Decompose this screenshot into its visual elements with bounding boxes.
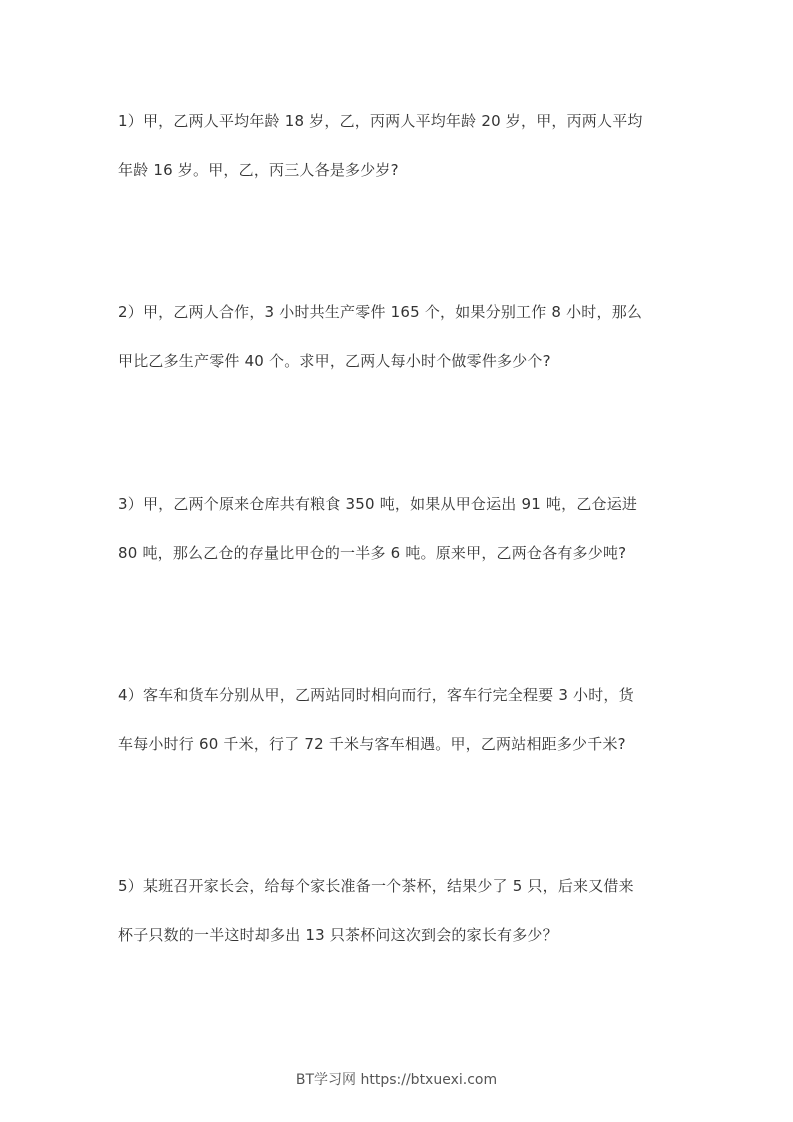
problem-text-line: 3）甲，乙两个原来仓库共有粮食 350 吨，如果从甲仓运出 91 吨，乙仓运进 — [118, 495, 638, 513]
problem-text-line: 甲比乙多生产零件 40 个。求甲，乙两人每小时个做零件多少个? — [118, 352, 551, 370]
problem-text-line: 年龄 16 岁。甲，乙，丙三人各是多少岁? — [118, 161, 399, 179]
problem-text-line: 80 吨，那么乙仓的存量比甲仓的一半多 6 吨。原来甲，乙两仓各有多少吨? — [118, 544, 627, 562]
problem-text-line: 4）客车和货车分别从甲，乙两站同时相向而行，客车行完全程要 3 小时，货 — [118, 686, 634, 704]
problem-text-line: 1）甲，乙两人平均年龄 18 岁，乙，丙两人平均年龄 20 岁，甲，丙两人平均 — [118, 112, 643, 130]
problem-text-line: 车每小时行 60 千米，行了 72 千米与客车相遇。甲，乙两站相距多少千米? — [118, 735, 626, 753]
footer-watermark: BT学习网 https://btxuexi.com — [295, 1072, 498, 1088]
problem-text-line: 2）甲，乙两人合作，3 小时共生产零件 165 个，如果分别工作 8 小时，那么 — [118, 303, 643, 321]
problem-text-line: 5）某班召开家长会，给每个家长准备一个茶杯，结果少了 5 只，后来又借来 — [118, 877, 634, 895]
problem-text-line: 杯子只数的一半这时却多出 13 只茶杯问这次到会的家长有多少？ — [118, 926, 558, 944]
